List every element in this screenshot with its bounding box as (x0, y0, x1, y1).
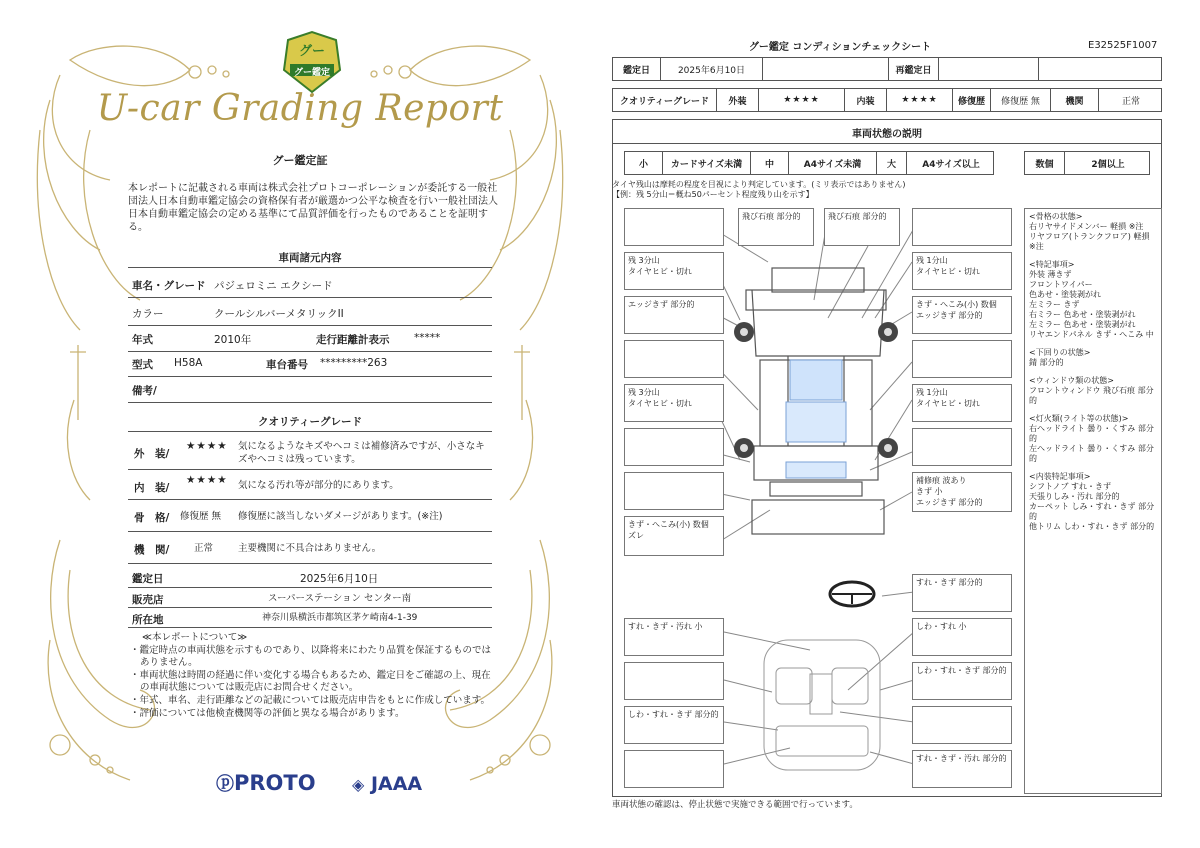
note-box-interior: すれ・きず・汚れ 小 (624, 618, 724, 656)
note-box-left-rear-tire: 残 3分山 タイヤヒビ・切れ (624, 384, 724, 422)
spec-color-label: カラー (132, 308, 164, 320)
quality-engine-value: 正常 (194, 543, 214, 554)
spec-year-value: 2010年 (214, 334, 252, 346)
badge-goo-text: グー (298, 44, 325, 59)
quality-exterior-label: 外 装/ (134, 448, 170, 460)
note-box-interior: すれ・きず・汚れ 部分的 (912, 750, 1012, 788)
quality-exterior-stars: ★★★★ (186, 440, 228, 452)
appraisal-row-date (128, 566, 492, 588)
note-box-right-front: きず・へこみ(小) 数個 エッジきず 部分的 (912, 296, 1012, 334)
quality-heading: クオリティーグレード (258, 416, 362, 428)
note-item: ・車両状態は時間の経過に伴い変化する場合もあるため、鑑定日をご確認の上、現在の車両状態については販売店にお問合せください。 (130, 669, 491, 694)
size-large-label: 大 (877, 152, 907, 174)
spec-name-label: 車名・グレード (132, 280, 206, 292)
appraisal-date-label: 鑑定日 (132, 573, 164, 585)
divider (128, 267, 492, 268)
sheet-footer-note: 車両状態の確認は、停止状態で実施できる範囲で行っています。 (612, 800, 858, 810)
note-box (624, 472, 724, 510)
badge-label: グー鑑定 (293, 68, 330, 78)
quality-interior-label: 内 装/ (134, 482, 170, 494)
specs-heading: 車両諸元内容 (278, 252, 342, 264)
quality-frame-desc: 修復歴に該当しないダメージがあります。(※注) (238, 511, 443, 522)
quality-frame-value: 修復歴 無 (180, 511, 222, 522)
note-box-right-rear: 補修痕 波あり きず 小 エッジきず 部分的 (912, 472, 1012, 512)
spec-row-year (128, 324, 492, 352)
note-box-left-rear: きず・へこみ(小) 数個 ズレ (624, 516, 724, 556)
grade-repair-label: 修復歴 (953, 89, 991, 111)
appraisal-address-value: 神奈川県横浜市都筑区茅ケ崎南4-1-39 (262, 613, 418, 623)
grade-exterior-label: 外装 (717, 89, 759, 111)
certificate-title: U-car Grading Report (96, 88, 504, 129)
quality-frame-label: 骨 格/ (134, 512, 170, 524)
note-box-interior: しわ・すれ・きず 部分的 (912, 662, 1012, 700)
section-title: 車両状態の説明 (852, 129, 922, 140)
appraisal-row-address (128, 608, 492, 628)
spec-year-label: 年式 (132, 334, 153, 346)
sheet-header: グー鑑定 コンディションチェックシート (748, 42, 932, 53)
note-item: ・評価については他検査機関等の評価と異なる場合があります。 (130, 707, 405, 719)
note-item: ・鑑定時点の車両状態を示すものであり、以降将来にわたり品質を保証するものではありません。 (130, 644, 492, 669)
note-box-interior: しわ・すれ・きず 部分的 (624, 706, 724, 744)
certificate-intro: 本レポートに記載される車両は株式会社プロトコーポレーションが委託する一般社団法人日本自動車鑑定協会の資格保有者が厳選かつ公平な検査を行い一般社団法人日本自動車鑑定協会の定める基準にて品質評価を行ったものであることを証明する。 (128, 183, 498, 233)
note-box (912, 208, 1012, 246)
grade-interior-label: 内装 (845, 89, 887, 111)
note-item: ・年式、車名、走行距離などの記載については販売店申告をもとに作成しています。 (130, 694, 491, 706)
spec-row-model (128, 349, 492, 377)
quality-engine-desc: 主要機関に不具合はありません。 (238, 543, 382, 554)
divider (128, 431, 492, 432)
spec-row-remarks (128, 375, 492, 403)
appraisal-address-label: 所在地 (132, 614, 164, 626)
size-mid-label: 中 (751, 152, 789, 174)
document-id: E32525F1007 (1088, 40, 1158, 51)
quality-exterior-desc: 気になるようなキズやヘコミは補修済みですが、小さなキズやヘコミは残っています。 (238, 441, 485, 465)
spec-mileage-label: 走行距離計表示 (316, 334, 390, 346)
spec-mileage-value: ***** (414, 332, 441, 344)
spec-color-value: クールシルバーメタリックII (214, 308, 344, 320)
quality-interior-desc: 気になる汚れ等が部分的にあります。 (238, 480, 399, 491)
quality-row-interior (128, 470, 492, 500)
note-box-right-front-tire: 残 1分山 タイヤヒビ・切れ (912, 252, 1012, 290)
reappraisal-label: 再鑑定日 (889, 58, 939, 80)
spec-name-value: パジェロミニ エクシード (214, 280, 333, 292)
note-box-interior (624, 750, 724, 788)
size-large-desc: A4サイズ以上 (922, 159, 980, 170)
size-mid-desc: A4サイズ未満 (789, 152, 877, 174)
note-box (624, 208, 724, 246)
grade-interior-stars: ★★★★ (887, 89, 953, 111)
quality-row-frame (128, 500, 492, 532)
spec-model-label: 型式 (132, 359, 153, 371)
note-box-right-rear-tire: 残 1分山 タイヤヒビ・切れ (912, 384, 1012, 422)
notes-heading: ≪本レポートについて≫ (142, 632, 248, 643)
quality-row-engine (128, 532, 492, 564)
date-value: 2025年6月10日 (661, 58, 763, 80)
grade-quality-label: クオリティーグレード (613, 89, 717, 111)
spec-row-name (128, 270, 492, 298)
proto-logo: ⓟPROTO (216, 771, 316, 795)
spec-remarks-label: 備考/ (132, 385, 157, 397)
tire-note: タイヤ残山は摩耗の程度を目視により判定しています。(ミリ表示ではありません) 【例：残 5分山＝概ね50パーセント程度残り山を示す】 (612, 180, 906, 199)
count-desc: 2個以上 (1091, 159, 1125, 170)
quality-engine-label: 機 関/ (134, 544, 170, 556)
certificate-subtitle: グー鑑定証 (272, 154, 328, 167)
note-box-steering: すれ・きず 部分的 (912, 574, 1012, 612)
grade-exterior-stars: ★★★★ (759, 89, 845, 111)
count-label: 数個 (1025, 152, 1065, 174)
steering-wheel-icon (830, 582, 874, 606)
jaaa-logo-mark-icon: ◈ (352, 775, 365, 794)
note-box-left-front-tire: 残 3分山 タイヤヒビ・切れ (624, 252, 724, 290)
size-small-desc: カードサイズ未満 (663, 152, 751, 174)
quality-interior-stars: ★★★★ (186, 474, 228, 486)
appraisal-shop-value: スーパーステーション センター南 (268, 593, 412, 604)
note-box (624, 428, 724, 466)
condition-check-sheet (600, 0, 1200, 848)
appraisal-row-shop (128, 588, 492, 608)
appraisal-shop-label: 販売店 (132, 594, 164, 606)
grade-repair-value: 修復歴 無 (991, 89, 1051, 111)
grade-engine-value: 正常 (1121, 96, 1140, 107)
note-box (624, 340, 724, 378)
report-notes (128, 632, 498, 720)
spec-row-color (128, 298, 492, 326)
date-label: 鑑定日 (613, 58, 661, 80)
proto-logo-mark-icon: ⓟ (216, 774, 234, 795)
note-box-roof: 飛び石痕 部分的 (824, 208, 900, 246)
spec-chassis-value: *********263 (320, 357, 388, 369)
grade-engine-label: 機関 (1051, 89, 1099, 111)
condition-details: <骨格の状態> 右リヤサイドメンバー 軽損 ※注 リヤフロア(トランクフロア) 軽損 ※注 <特記事項> 外装 薄きず フロントワイパー 色あせ・塗装剥がれ 左ミラー きず 右ミラー 色あせ・塗装剥がれ 左ミラー 色あせ・塗装剥がれ リヤエンドパネル きず・へこみ 中 <下回りの状態> 錆 部分的 <ウィンドウ類の状態> フロントウィンドウ 飛び石痕 部分的 <灯火類(ライト等の状態)> 右ヘッドライト 曇り・くすみ 部分的 左ヘッドライト 曇り・くすみ 部分的 <内装特記事項> シフトノブ すれ・きず 天張りしみ・汚れ 部分的 カーペット しみ・すれ・きず 部分的 他トリム しわ・すれ・きず 部分的 (1024, 208, 1162, 794)
note-box-interior (912, 706, 1012, 744)
appraisal-date-value: 2025年6月10日 (300, 573, 379, 585)
note-box (912, 340, 1012, 378)
note-box-interior: しわ・すれ 小 (912, 618, 1012, 656)
jaaa-logo: ◈ JAAA (352, 773, 423, 795)
spec-chassis-label: 車台番号 (266, 359, 308, 371)
size-small-label: 小 (625, 152, 663, 174)
note-box-left-edge: エッジきず 部分的 (624, 296, 724, 334)
note-box (912, 428, 1012, 466)
spec-model-value: H58A (174, 357, 203, 369)
note-box-interior (624, 662, 724, 700)
quality-row-exterior (128, 434, 492, 470)
note-box-roof: 飛び石痕 部分的 (738, 208, 814, 246)
